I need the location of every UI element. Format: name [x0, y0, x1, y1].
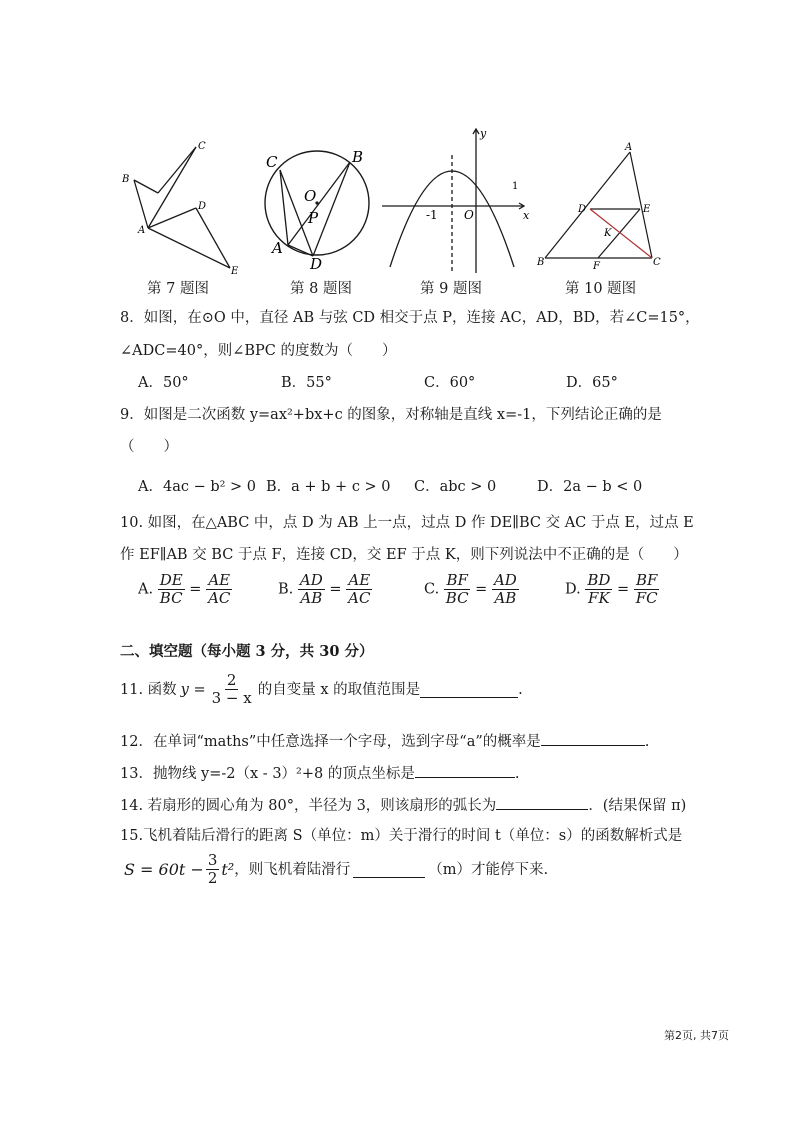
option-c-left-den: BC — [445, 589, 469, 607]
option-a-right-den: AC — [208, 589, 231, 607]
fig10-label-k: K — [604, 228, 612, 239]
fig7-label-e: E — [231, 266, 239, 275]
question-13 — [120, 761, 519, 784]
q15-after: ，则飞机着陆滑行 — [234, 861, 351, 878]
fig10-label-a: A — [625, 142, 633, 153]
question-10-line-1: 10. 如图，在△ABC 中，点 D 为 AB 上一点，过点 D 作 DE∥BC 交 AC 于点 E，过点 E — [120, 515, 694, 531]
fig8-label-d: D — [310, 255, 323, 270]
figure-7-caption: 第 7 题图 — [147, 281, 209, 297]
q15-eq-left: S = 60t − — [124, 859, 204, 879]
question-8-line-1: 8．如图，在⊙O 中，直径 AB 与弦 CD 相交于点 P，连接 AC，AD，BD，若∠C=15°， — [120, 310, 700, 326]
question-9-option-a: A．4ac − b² > 0 — [138, 479, 257, 495]
fig8-label-a: A — [272, 239, 283, 257]
fig8-label-b: B — [352, 148, 364, 166]
fig7-label-a: A — [138, 225, 146, 236]
figure-9 — [378, 125, 538, 275]
option-b-left-num: AD — [299, 571, 323, 589]
option-c-right-num: AD — [493, 571, 517, 589]
option-b-left-den: AB — [300, 589, 323, 607]
option-d-left-den: FK — [588, 589, 610, 607]
option-a-left-den: BC — [159, 589, 183, 607]
fig10-label-c: C — [653, 257, 661, 268]
question-14 — [120, 793, 686, 816]
question-11 — [120, 672, 523, 707]
section-2-heading: 二、填空题（每小题 3 分，共 30 分） — [120, 643, 374, 660]
question-15-line-2 — [124, 852, 548, 887]
q11-suffix: 的自变量 x 的取值范围是 — [257, 681, 421, 698]
fig8-label-o: O — [304, 187, 317, 205]
figure-8 — [258, 145, 388, 270]
question-8-line-2: ∠ADC=40°，则∠BPC 的度数为（ ） — [120, 343, 397, 359]
fig9-label-y: y — [480, 127, 487, 140]
option-b-label: B. — [278, 581, 294, 598]
question-10-option-b: B. $\frac{AD}{AB}$ = $\frac{AE}{AC}$ — [278, 571, 371, 607]
figure-7 — [110, 135, 250, 275]
q11-prefix: 11. 函数 — [120, 681, 177, 698]
question-9-line-1: 9．如图是二次函数 y=ax²+bx+c 的图象，对称轴是直线 x=-1，下列结论正确的是 — [120, 407, 662, 423]
q14-end: ．(结果保留 π) — [588, 798, 687, 814]
fig7-label-b: B — [122, 174, 130, 185]
q11-den: 3 − x — [211, 689, 252, 707]
question-12 — [120, 729, 649, 752]
q13-answer-blank[interactable] — [415, 761, 515, 778]
question-9-option-d: D．2a − b < 0 — [537, 479, 643, 495]
q11-end: . — [518, 681, 523, 698]
q11-num: 2 — [226, 671, 237, 689]
q15-den: 2 — [207, 869, 218, 887]
figure-10 — [535, 140, 665, 270]
q12-text: 12．在单词“maths”中任意选择一个字母，选到字母“a”的概率是 — [120, 734, 541, 750]
q12-answer-blank[interactable] — [541, 729, 645, 746]
fig9-label-x: x — [523, 209, 530, 222]
option-b-right-num: AE — [348, 571, 371, 589]
question-8-option-c: C．60° — [424, 375, 476, 391]
q13-end: . — [514, 766, 520, 782]
option-d-right-num: BF — [635, 571, 658, 589]
figure-10-caption: 第 10 题图 — [565, 281, 637, 297]
fig10-label-e: E — [643, 204, 651, 215]
option-d-right-den: FC — [635, 589, 658, 607]
option-c-left-num: BF — [446, 571, 468, 589]
question-9-line-2: （ ） — [120, 439, 178, 455]
question-9-option-c: C．abc > 0 — [414, 479, 497, 495]
question-10-line-2: 作 EF∥AB 交 BC 于点 F，连接 CD，交 EF 于点 K，则下列说法中不正确的是（ ） — [120, 547, 688, 563]
option-a-label: A. — [138, 581, 154, 598]
option-c-right-den: AB — [494, 589, 517, 607]
question-10-option-d: D. $\frac{BD}{FK}$ = $\frac{BF}{FC}$ — [565, 571, 658, 607]
question-8-option-a: A．50° — [138, 375, 189, 391]
fig9-label-neg1: -1 — [426, 208, 438, 222]
q15-num: 3 — [207, 851, 218, 869]
option-a-right-num: AE — [208, 571, 231, 589]
q12-end: . — [644, 734, 650, 750]
question-15-line-1: 15.飞机着陆后滑行的距离 S（单位：m）关于滑行的时间 t（单位：s）的函数解析式是 — [120, 828, 683, 844]
option-a-left-num: DE — [159, 571, 183, 589]
question-10-option-a: A. $\frac{DE}{BC}$ = $\frac{AE}{AC}$ — [138, 571, 231, 607]
figure-9-caption: 第 9 题图 — [420, 281, 482, 297]
question-9-option-b: B．a + b + c > 0 — [266, 479, 391, 495]
option-c-label: C. — [424, 581, 440, 598]
q15-answer-blank[interactable] — [353, 861, 425, 878]
question-8-option-b: B．55° — [281, 375, 332, 391]
question-8-option-d: D．65° — [566, 375, 618, 391]
fig8-label-p: P — [308, 209, 319, 227]
q11-yeq: y = — [180, 681, 206, 698]
option-d-left-num: BD — [587, 571, 611, 589]
fig7-label-d: D — [198, 201, 207, 212]
figure-8-caption: 第 8 题图 — [290, 281, 352, 297]
q15-end: （m）才能停下来. — [428, 861, 549, 878]
fig8-label-c: C — [266, 153, 278, 171]
fig9-label-o: O — [464, 208, 474, 222]
fig10-label-d: D — [578, 204, 587, 215]
page-footer: 第2页, 共7页 — [664, 1029, 729, 1042]
fig7-label-c: C — [198, 141, 206, 152]
fig9-label-1: 1 — [512, 181, 519, 192]
fig10-label-f: F — [593, 261, 600, 270]
q14-text: 14. 若扇形的圆心角为 80°，半径为 3，则该扇形的弧长为 — [120, 798, 497, 814]
option-b-right-den: AC — [348, 589, 371, 607]
question-10-option-c: C. $\frac{BF}{BC}$ = $\frac{AD}{AB}$ — [424, 571, 517, 607]
q11-answer-blank[interactable] — [420, 681, 518, 698]
option-d-label: D. — [565, 581, 581, 598]
q13-text: 13．抛物线 y=-2（x - 3）²+8 的顶点坐标是 — [120, 766, 415, 782]
q14-answer-blank[interactable] — [496, 793, 588, 810]
fig10-label-b: B — [537, 257, 545, 268]
q15-eq-right: t² — [221, 859, 235, 879]
